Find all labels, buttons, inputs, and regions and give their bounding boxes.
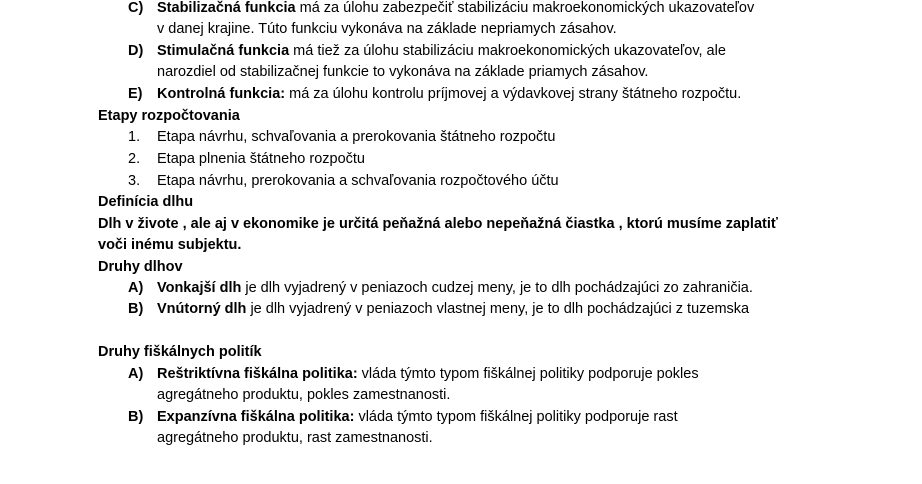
stage-3-text: Etapa návrhu, prerokovania a schvaľovania rozpočtového účtu	[157, 173, 559, 189]
term: Vonkajší dlh	[157, 280, 242, 296]
description: vláda týmto typom fiškálnej politiky podporuje rast	[354, 409, 678, 425]
term: Vnútorný dlh	[157, 301, 247, 317]
debt-types-heading: Druhy dlhov	[98, 259, 183, 275]
policy-a-text	[157, 364, 699, 384]
policy-a-marker	[128, 364, 143, 384]
debt-b-marker	[128, 299, 143, 319]
function-e-text	[157, 84, 741, 104]
policy-b-marker	[128, 407, 143, 427]
debt-definition-line-1: Dlh v živote , ale aj v ekonomike je určitá peňažná alebo nepeňažná čiastka , ktorú musíme zaplatiť	[98, 216, 778, 232]
debt-b-text	[157, 299, 749, 319]
policy-b-line-2: agregátneho produktu, rast zamestnanosti.	[157, 430, 433, 446]
description: je dlh vyjadrený v peniazoch vlastnej meny, je to dlh pochádzajúci z tuzemska	[246, 301, 750, 317]
stage-3-marker: 3.	[128, 173, 141, 189]
debt-a-marker	[128, 278, 143, 298]
term: Stabilizačná funkcia	[157, 0, 296, 16]
description: má za úlohu zabezpečiť stabilizáciu makroekonomických ukazovateľov	[295, 0, 755, 16]
function-c-line-2: v danej krajine. Túto funkciu vykonáva na základe nepriamych zásahov.	[157, 21, 617, 37]
description: má za úlohu kontrolu príjmovej a výdavkovej strany štátneho rozpočtu.	[285, 86, 742, 102]
policy-a-line-2: agregátneho produktu, pokles zamestnanosti.	[157, 387, 451, 403]
policy-b-text	[157, 407, 678, 427]
stage-1-text: Etapa návrhu, schvaľovania a prerokovania štátneho rozpočtu	[157, 129, 556, 145]
function-c-line-1	[128, 0, 143, 18]
function-e-marker	[128, 84, 143, 104]
debt-a-text	[157, 278, 753, 298]
list-marker: D)	[128, 43, 144, 59]
stage-2-marker: 2.	[128, 151, 141, 167]
list-marker: B)	[128, 301, 144, 317]
description: má tiež za úlohu stabilizáciu makroekonomických ukazovateľov, ale	[289, 43, 726, 59]
term: Reštriktívna fiškálna politika:	[157, 366, 358, 382]
stage-2-text: Etapa plnenia štátneho rozpočtu	[157, 151, 365, 167]
debt-definition-heading: Definícia dlhu	[98, 194, 194, 210]
list-marker: A)	[128, 366, 144, 382]
function-d-text	[157, 41, 726, 61]
function-c-text	[157, 0, 754, 18]
list-marker: A)	[128, 280, 144, 296]
debt-definition-line-2: voči inému subjektu.	[98, 237, 242, 253]
term: Kontrolná funkcia:	[157, 86, 286, 102]
list-marker: B)	[128, 409, 144, 425]
term: Stimulačná funkcia	[157, 43, 290, 59]
function-d-line-2: narozdiel od stabilizačnej funkcie to vykonáva na základe priamych zásahov.	[157, 64, 649, 80]
description: vláda týmto typom fiškálnej politiky podporuje pokles	[357, 366, 699, 382]
description: je dlh vyjadrený v peniazoch cudzej meny, je to dlh pochádzajúci zo zahraničia.	[241, 280, 753, 296]
list-marker: C)	[128, 0, 144, 16]
fiscal-policies-heading: Druhy fiškálnych politík	[98, 344, 262, 360]
budget-stages-heading: Etapy rozpočtovania	[98, 108, 240, 124]
function-d-marker	[128, 41, 143, 61]
stage-1-marker: 1.	[128, 129, 141, 145]
term: Expanzívna fiškálna politika:	[157, 409, 355, 425]
list-marker: E)	[128, 86, 143, 102]
